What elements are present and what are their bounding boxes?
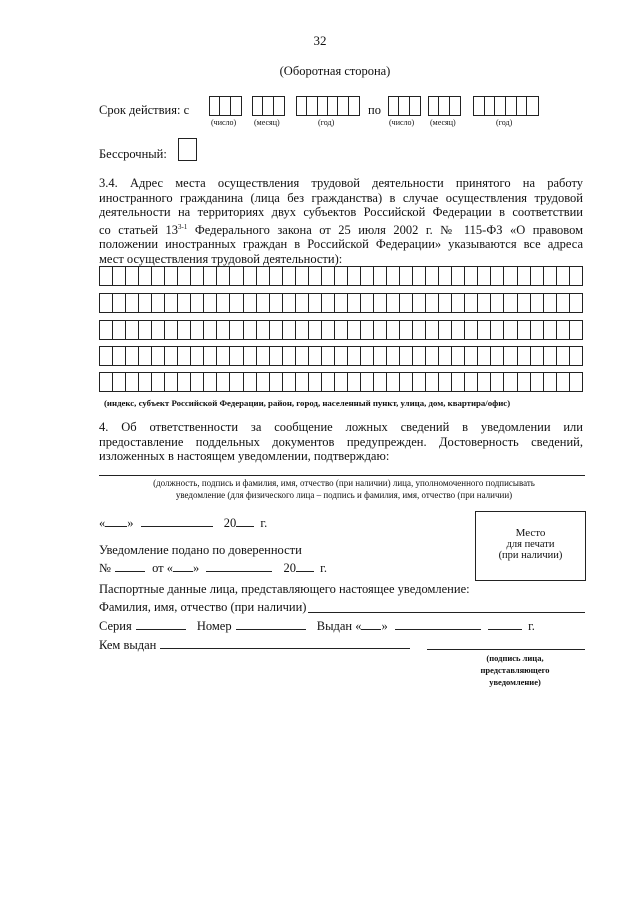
address-cell[interactable] [217,294,230,312]
address-cell[interactable] [544,294,557,312]
address-cell[interactable] [361,294,374,312]
address-cell[interactable] [257,267,270,285]
address-cell[interactable] [504,267,517,285]
proxy-number-field[interactable] [115,559,145,572]
caption-to-day: (число) [389,118,415,127]
address-cell[interactable] [413,347,426,365]
fio-row: Фамилия, имя, отчество (при наличии) [99,600,585,615]
address-cell[interactable] [557,321,570,339]
address-cell[interactable] [374,347,387,365]
s34-line-2: иностранного гражданина (лица без гражданства) в случае осуществления трудовой [99,190,583,205]
address-cell[interactable] [309,347,322,365]
address-cell[interactable] [570,373,582,391]
from-day-cells[interactable] [209,96,242,116]
address-cell[interactable] [283,321,296,339]
address-cell[interactable] [244,321,257,339]
page-number: 32 [313,33,327,48]
date-cell[interactable] [297,97,307,115]
address-cell[interactable] [387,373,400,391]
address-cell[interactable] [309,321,322,339]
address-cell[interactable] [478,373,491,391]
address-cell[interactable] [387,321,400,339]
stamp-box [475,511,586,581]
proxy-title: Уведомление подано по доверенности [99,543,302,557]
address-cell[interactable] [531,373,544,391]
address-cell[interactable] [126,294,139,312]
address-cell[interactable] [165,321,178,339]
address-row-2[interactable] [99,293,583,313]
proxy-day-field[interactable] [173,559,193,572]
address-cell[interactable] [452,267,465,285]
address-cell[interactable] [270,321,283,339]
date-cell[interactable] [349,97,359,115]
rep-signature-caption [445,652,585,688]
date-cell[interactable] [506,97,517,115]
address-cell[interactable] [361,347,374,365]
address-cell[interactable] [374,321,387,339]
address-cell[interactable] [270,373,283,391]
address-cell[interactable] [191,373,204,391]
indefinite-label: Бессрочный: [99,147,167,161]
caption-from-year: (год) [318,118,335,127]
address-cell[interactable] [531,347,544,365]
address-cell[interactable] [244,373,257,391]
s4-line-2: предоставление поддельных документов предупрежден. Достоверность сведений, [99,434,583,449]
rep-signature-line[interactable] [427,649,585,650]
address-cell[interactable] [426,373,439,391]
rep-caption-3: уведомление) [489,677,541,687]
date-cell[interactable] [485,97,496,115]
address-cell[interactable] [348,294,361,312]
address-cell[interactable] [100,373,113,391]
date-cell[interactable] [474,97,485,115]
validity-label: Срок действия: с [99,103,190,117]
signature-caption-1: (должность, подпись и фамилия, имя, отчество (при наличии) лица, уполномоченного подписывать [153,478,535,488]
address-cell[interactable] [309,294,322,312]
date-cell[interactable] [253,97,263,115]
address-cell[interactable] [283,373,296,391]
from-year-cells[interactable] [296,96,360,116]
side-label: (Оборотная сторона) [279,64,391,78]
address-cell[interactable] [557,294,570,312]
address-cell[interactable] [257,321,270,339]
date-cell[interactable] [274,97,284,115]
address-cell[interactable] [270,347,283,365]
address-row-4[interactable] [99,346,583,366]
date-cell[interactable] [410,97,420,115]
address-cell[interactable] [126,321,139,339]
address-cell[interactable] [126,373,139,391]
address-cell[interactable] [557,373,570,391]
address-cell[interactable] [400,321,413,339]
address-cell[interactable] [426,321,439,339]
address-cell[interactable] [230,373,243,391]
address-cell[interactable] [309,267,322,285]
address-cell[interactable] [244,267,257,285]
s4-line-3: изложенных в настоящем уведомлении, подтверждаю: [99,449,390,463]
issued-month-field[interactable] [395,617,481,630]
address-cell[interactable] [113,347,126,365]
address-cell[interactable] [335,294,348,312]
address-cell[interactable] [439,347,452,365]
address-cell[interactable] [570,294,582,312]
date-cell[interactable] [318,97,328,115]
address-cell[interactable] [296,321,309,339]
address-cell[interactable] [518,294,531,312]
address-cell[interactable] [504,347,517,365]
address-cell[interactable] [152,294,165,312]
number-field[interactable] [236,617,306,630]
address-cell[interactable] [270,294,283,312]
address-cell[interactable] [544,373,557,391]
caption-from-month: (месяц) [254,118,280,127]
address-cell[interactable] [335,373,348,391]
date-cell[interactable] [220,97,230,115]
address-cell[interactable] [296,267,309,285]
s34-line-6: мест осуществления трудовой деятельности): [99,251,343,266]
stamp-line-3: (при наличии) [498,550,563,561]
date-cell[interactable] [429,97,439,115]
address-cell[interactable] [413,294,426,312]
section-4-text [99,420,583,464]
s34-line-3: деятельности на территориях двух субъектов Российской Федерации в соответствии [99,205,583,219]
address-cell[interactable] [374,294,387,312]
address-cell[interactable] [257,347,270,365]
date-cell[interactable] [307,97,317,115]
address-cell[interactable] [126,267,139,285]
address-cell[interactable] [491,321,504,339]
address-cell[interactable] [283,267,296,285]
address-cell[interactable] [204,294,217,312]
s34-line-1: 3.4. Адрес места осуществления трудовой деятельности принятого на работу [99,176,583,190]
address-cell[interactable] [478,294,491,312]
address-cell[interactable] [400,373,413,391]
address-cell[interactable] [204,373,217,391]
address-cell[interactable] [296,373,309,391]
address-cell[interactable] [570,267,582,285]
address-cell[interactable] [100,294,113,312]
address-cell[interactable] [491,373,504,391]
address-cell[interactable] [570,347,582,365]
address-cell[interactable] [139,373,152,391]
issued-day-field[interactable] [361,617,381,630]
address-cell[interactable] [217,373,230,391]
address-cell[interactable] [335,321,348,339]
indefinite-checkbox[interactable] [178,138,197,161]
address-cell[interactable] [465,321,478,339]
address-cell[interactable] [296,347,309,365]
rep-caption-2: представляющего [480,665,550,675]
caption-to-month: (месяц) [430,118,456,127]
address-cell[interactable] [518,267,531,285]
address-cell[interactable] [113,267,126,285]
address-cell[interactable] [191,267,204,285]
to-day-cells[interactable] [388,96,421,116]
address-cell[interactable] [217,347,230,365]
address-cell[interactable] [452,373,465,391]
address-cell[interactable] [361,373,374,391]
address-cell[interactable] [335,347,348,365]
address-cell[interactable] [465,373,478,391]
address-cell[interactable] [387,347,400,365]
date-cell[interactable] [439,97,449,115]
rep-caption-1: (подпись лица, [486,653,544,663]
to-month-cells[interactable] [428,96,461,116]
address-cell[interactable] [544,321,557,339]
address-cell[interactable] [413,267,426,285]
address-cell[interactable] [335,267,348,285]
address-cell[interactable] [113,294,126,312]
address-cell[interactable] [204,321,217,339]
address-cell[interactable] [165,373,178,391]
passport-title: Паспортные данные лица, представляющего настоящее уведомление: [99,582,470,596]
address-cell[interactable] [426,347,439,365]
s34-line-5: положении иностранных граждан в Российской Федерации» указываются все адреса [99,237,583,252]
address-cell[interactable] [244,347,257,365]
address-cell[interactable] [478,347,491,365]
address-row-5[interactable] [99,372,583,392]
address-cell[interactable] [270,267,283,285]
address-cell[interactable] [374,267,387,285]
validity-to-label: по [368,103,381,117]
address-cell[interactable] [518,347,531,365]
from-month-cells[interactable] [252,96,285,116]
address-cell[interactable] [152,267,165,285]
address-cell[interactable] [113,321,126,339]
address-cell[interactable] [204,267,217,285]
address-cell[interactable] [191,321,204,339]
address-cell[interactable] [400,267,413,285]
date-day-field[interactable] [105,514,127,527]
s34-line-4: со статьей 13$^{3-1}$ Федерального закона от 25 июля 2002 г. № 115-ФЗ «О правовом [99,222,583,237]
address-cell[interactable] [439,267,452,285]
address-cell[interactable] [531,321,544,339]
date-cell[interactable] [328,97,338,115]
address-cell[interactable] [452,294,465,312]
series-field[interactable] [136,617,186,630]
address-cell[interactable] [283,294,296,312]
address-cell[interactable] [518,373,531,391]
address-cell[interactable] [257,373,270,391]
address-cell[interactable] [465,347,478,365]
address-cell[interactable] [257,294,270,312]
address-cell[interactable] [361,267,374,285]
address-cell[interactable] [322,373,335,391]
address-cell[interactable] [152,321,165,339]
address-cell[interactable] [178,347,191,365]
address-cell[interactable] [152,373,165,391]
series-row: Серия Номер Выдан « » г. [99,619,535,633]
address-cell[interactable] [544,267,557,285]
address-cell[interactable] [491,267,504,285]
proxy-line: № от « » 20 г. [99,561,327,575]
address-cell[interactable] [491,347,504,365]
date-cell[interactable] [231,97,241,115]
signature-caption-2: уведомление (для физического лица – подпись и фамилия, имя, отчество (при наличии) [175,490,513,500]
address-cell[interactable] [178,267,191,285]
signature-line[interactable] [99,475,585,476]
address-cell[interactable] [283,347,296,365]
address-cell[interactable] [452,347,465,365]
stamp-line-1: Место [515,527,546,539]
address-cell[interactable] [413,373,426,391]
date-year-field[interactable] [236,514,254,527]
address-cell[interactable] [465,294,478,312]
address-cell[interactable] [322,267,335,285]
address-cell[interactable] [348,373,361,391]
address-cell[interactable] [322,321,335,339]
address-cell[interactable] [518,321,531,339]
date-cell[interactable] [527,97,538,115]
date-line: « » 20 г. [99,516,268,530]
address-cell[interactable] [478,321,491,339]
section-3-4-text [99,176,583,266]
address-row-3[interactable] [99,320,583,340]
address-cell[interactable] [465,267,478,285]
address-cell[interactable] [217,267,230,285]
s4-line-1: 4. Об ответственности за сообщение ложных сведений в уведомлении или [99,420,583,434]
address-caption: (индекс, субъект Российской Федерации, район, город, населенный пункт, улица, дом, квартира/офис) [104,398,511,408]
address-cell[interactable] [100,321,113,339]
stamp-line-2: для печати [506,539,555,550]
address-cell[interactable] [139,294,152,312]
address-cell[interactable] [230,267,243,285]
address-cell[interactable] [165,294,178,312]
address-cell[interactable] [491,294,504,312]
address-cell[interactable] [296,294,309,312]
address-cell[interactable] [178,294,191,312]
address-cell[interactable] [531,294,544,312]
proxy-year-field[interactable] [296,559,314,572]
address-cell[interactable] [570,321,582,339]
address-cell[interactable] [139,267,152,285]
address-cell[interactable] [139,321,152,339]
address-row-1[interactable] [99,266,583,286]
address-cell[interactable] [191,347,204,365]
address-cell[interactable] [322,347,335,365]
date-cell[interactable] [389,97,399,115]
address-cell[interactable] [557,347,570,365]
address-cell[interactable] [139,347,152,365]
address-cell[interactable] [113,373,126,391]
address-cell[interactable] [439,373,452,391]
date-cell[interactable] [210,97,220,115]
address-cell[interactable] [152,347,165,365]
address-cell[interactable] [387,294,400,312]
date-cell[interactable] [399,97,409,115]
issued-by-row: Кем выдан [99,636,410,653]
address-cell[interactable] [348,267,361,285]
address-cell[interactable] [557,267,570,285]
address-cell[interactable] [217,321,230,339]
address-cell[interactable] [531,267,544,285]
address-cell[interactable] [165,347,178,365]
date-cell[interactable] [263,97,273,115]
address-cell[interactable] [426,294,439,312]
date-month-field[interactable] [141,514,213,527]
date-cell[interactable] [338,97,348,115]
address-cell[interactable] [230,294,243,312]
address-cell[interactable] [544,347,557,365]
address-cell[interactable] [387,267,400,285]
address-cell[interactable] [230,321,243,339]
address-cell[interactable] [452,321,465,339]
issued-by-field[interactable] [160,636,410,649]
address-cell[interactable] [413,321,426,339]
date-cell[interactable] [450,97,460,115]
address-cell[interactable] [400,347,413,365]
date-cell[interactable] [495,97,506,115]
issued-year-field[interactable] [488,617,522,630]
address-cell[interactable] [126,347,139,365]
address-cell[interactable] [426,267,439,285]
address-cell[interactable] [348,321,361,339]
address-cell[interactable] [178,321,191,339]
to-year-cells[interactable] [473,96,539,116]
fio-field[interactable] [308,600,585,613]
address-cell[interactable] [244,294,257,312]
caption-to-year: (год) [496,118,513,127]
address-cell[interactable] [230,347,243,365]
proxy-month-field[interactable] [206,559,272,572]
address-cell[interactable] [165,267,178,285]
address-cell[interactable] [374,373,387,391]
date-cell[interactable] [517,97,528,115]
address-cell[interactable] [178,373,191,391]
address-cell[interactable] [439,294,452,312]
address-cell[interactable] [322,294,335,312]
address-cell[interactable] [361,321,374,339]
address-cell[interactable] [400,294,413,312]
address-cell[interactable] [100,347,113,365]
address-cell[interactable] [439,321,452,339]
address-cell[interactable] [191,294,204,312]
address-cell[interactable] [504,321,517,339]
address-cell[interactable] [100,267,113,285]
address-cell[interactable] [309,373,322,391]
address-cell[interactable] [348,347,361,365]
caption-from-day: (число) [211,118,237,127]
address-cell[interactable] [504,373,517,391]
address-cell[interactable] [204,347,217,365]
address-cell[interactable] [504,294,517,312]
address-cell[interactable] [478,267,491,285]
